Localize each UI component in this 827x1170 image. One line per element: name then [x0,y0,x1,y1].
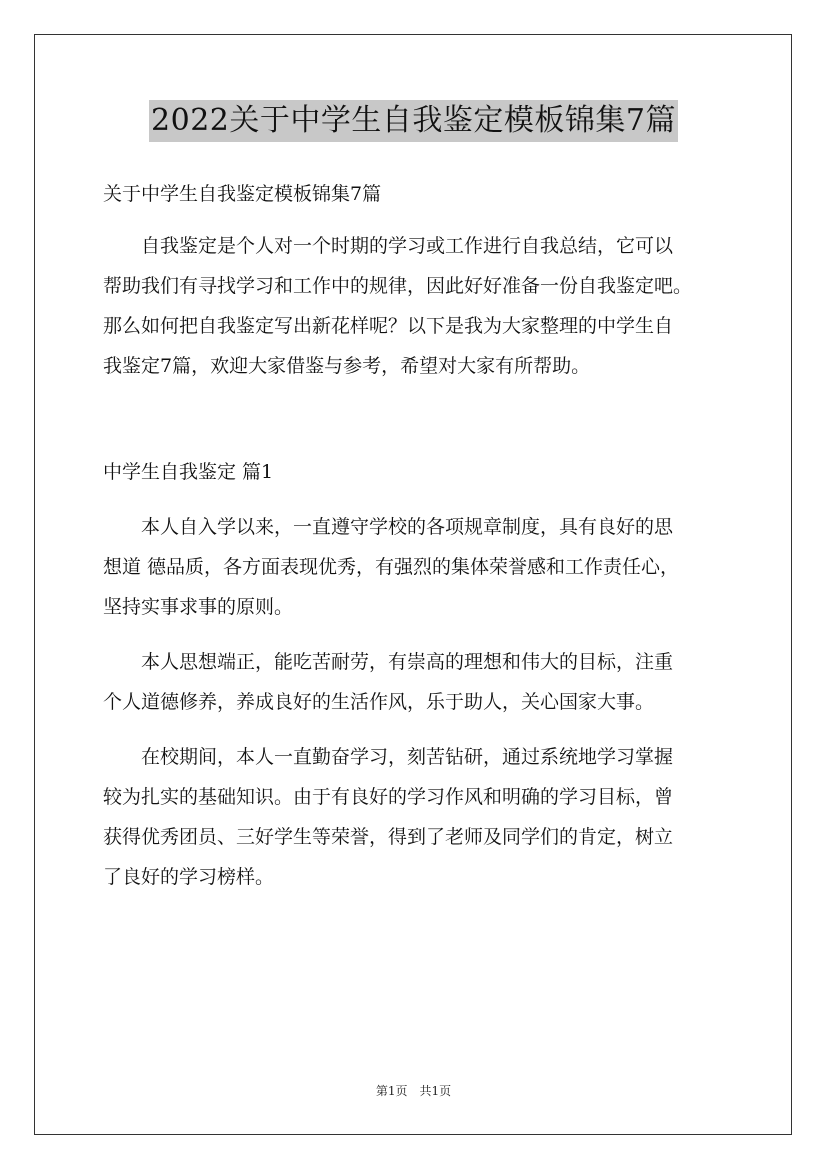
document-body [103,174,729,897]
document-title: 2022关于中学生自我鉴定模板锦集7篇 [149,100,678,142]
text-line: 较为扎实的基础知识。由于有良好的学习作风和明确的学习目标，曾 [103,786,674,808]
text-line: 那么如何把自我鉴定写出新花样呢？以下是我为大家整理的中学生自 [103,315,674,337]
body-paragraph [103,642,729,722]
body-paragraph [103,507,729,627]
text-line: 获得优秀团员、三好学生等荣誉，得到了老师及同学们的肯定，树立 [103,826,674,848]
text-line: 本人思想端正，能吃苦耐劳，有崇高的理想和伟大的目标，注重 [103,651,674,673]
text-line: 了良好的学习榜样。 [103,866,275,888]
text-line: 个人道德修养，养成良好的生活作风，乐于助人，关心国家大事。 [103,691,655,713]
page-number-footer: 第1页 共1页 [375,1084,452,1098]
text-line: 自我鉴定是个人对一个时期的学习或工作进行自我总结，它可以 [103,235,674,257]
title-container [0,100,827,142]
text-line: 坚持实事求事的原则。 [103,596,294,618]
body-paragraph [103,737,729,897]
intro-paragraph [103,226,729,386]
text-line: 帮助我们有寻找学习和工作中的规律，因此好好准备一份自我鉴定吧。 [103,275,693,297]
section-heading: 中学生自我鉴定 篇1 [103,461,274,483]
text-line: 我鉴定7篇，欢迎大家借鉴与参考，希望对大家有所帮助。 [103,355,591,377]
document-subtitle: 关于中学生自我鉴定模板锦集7篇 [103,183,382,205]
text-line: 本人自入学以来，一直遵守学校的各项规章制度，具有良好的思 [103,516,674,538]
text-line: 想道 德品质，各方面表现优秀，有强烈的集体荣誉感和工作责任心， [103,556,680,578]
text-line: 在校期间，本人一直勤奋学习，刻苦钻研，通过系统地学习掌握 [103,746,674,768]
